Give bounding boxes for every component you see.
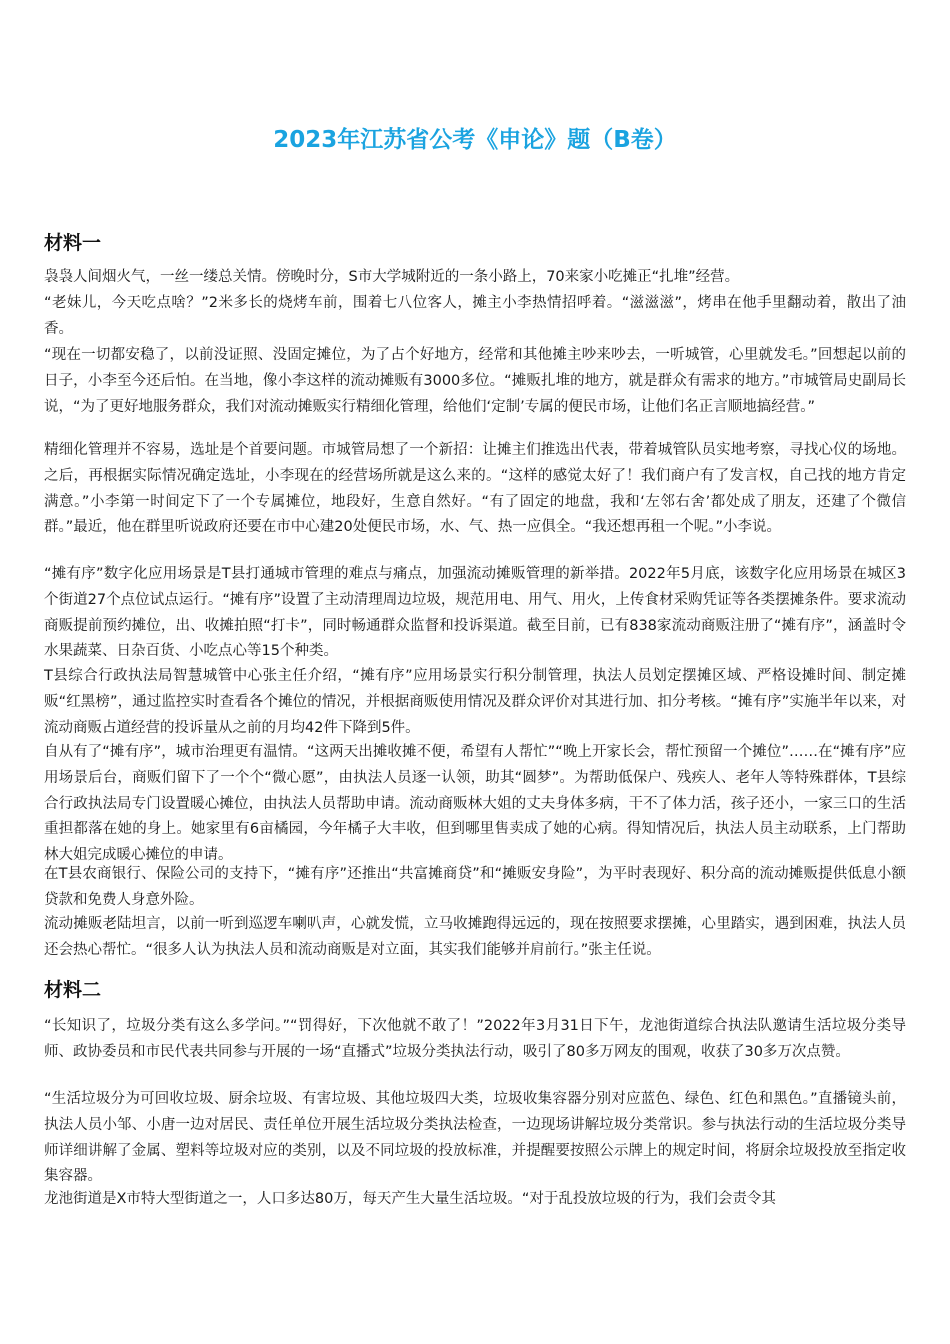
paragraph: 在T县农商银行、保险公司的支持下，“摊有序”还推出“共富摊商贷”和“摊贩安身险”，为平时表现好、积分高的流动摊贩提供低息小额贷款和免费人身意外险。 xyxy=(44,866,906,908)
paragraph: “老妹儿，今天吃点啥？”2米多长的烧烤车前，围着七八位客人，摊主小李热情招呼着。“滋滋滋”，烤串在他手里翻动着，散出了油香。 xyxy=(44,295,906,337)
paragraph: “摊有序”数字化应用场景是T县打通城市管理的难点与痛点，加强流动摊贩管理的新举措。2022年5月底，该数字化应用场景在城区3个街道27个点位试点运行。“摊有序”设置了主动清理周边垃圾，规范用电、用气、用火，上传食材采购凭证等各类摆摊条件。要求流动商贩提前预约摊位，出、收摊拍照“打卡”，同时畅通群众监督和投诉渠道。截至目前，已有838家流动商贩注册了“摊有序”，涵盖时令水果蔬菜、日杂百货、小吃点心等15个种类。 xyxy=(44,566,906,660)
document-title: 2023年江苏省公考《申论》题（B卷） xyxy=(273,127,677,153)
paragraph: T县综合行政执法局智慧城管中心张主任介绍，“摊有序”应用场景实行积分制管理，执法人员划定摆摊区域、严格设摊时间、制定摊贩“红黑榜”，通过监控实时查看各个摊位的情况，并根据商贩使用情况及群众评价对其进行加、扣分考核。“摊有序”实施半年以来，对流动商贩占道经营的投诉量从之前的月均42件下降到5件。 xyxy=(44,668,906,736)
paragraph: “生活垃圾分为可回收垃圾、厨余垃圾、有害垃圾、其他垃圾四大类，垃圾收集容器分别对应蓝色、绿色、红色和黑色。”直播镜头前，执法人员小邹、小唐一边对居民、责任单位开展生活垃圾分类执法检查，一边现场讲解垃圾分类常识。参与执法行动的生活垃圾分类导师详细讲解了金属、塑料等垃圾对应的类别，以及不同垃圾的投放标准，并提醒要按照公示牌上的规定时间，将厨余垃圾投放至指定收集容器。 xyxy=(44,1091,906,1185)
paragraph: 龙池街道是X市特大型街道之一，人口多达80万，每天产生大量生活垃圾。“对于乱投放垃圾的行为，我们会责令其 xyxy=(44,1191,776,1207)
paragraph: 流动摊贩老陆坦言，以前一听到巡逻车喇叭声，心就发慌，立马收摊跑得远远的，现在按照要求摆摊，心里踏实，遇到困难，执法人员还会热心帮忙。“很多人认为执法人员和流动商贩是对立面，其实我们能够并肩前行。”张主任说。 xyxy=(44,916,906,958)
paragraph: 自从有了“摊有序”，城市治理更有温情。“这两天出摊收摊不便，希望有人帮忙”“晚上开家长会，帮忙预留一个摊位”……在“摊有序”应用场景后台，商贩们留下了一个个“微心愿”，由执法人员逐一认领，助其“圆梦”。为帮助低保户、残疾人、老年人等特殊群体，T县综合行政执法局专门设置暖心摊位，由执法人员帮助申请。流动商贩林大姐的丈夫身体多病，干不了体力活，孩子还小，一家三口的生活重担都落在她的身上。她家里有6亩橘园，今年橘子大丰收，但到哪里售卖成了她的心病。得知情况后，执法人员主动联系，上门帮助林大姐完成暖心摊位的申请。 xyxy=(44,744,906,864)
paragraph: “现在一切都安稳了，以前没证照、没固定摊位，为了占个好地方，经常和其他摊主吵来吵去，一听城管，心里就发毛。”回想起以前的日子，小李至今还后怕。在当地，像小李这样的流动摊贩有3000多位。“摊贩扎堆的地方，就是群众有需求的地方。”市城管局史副局长说，“为了更好地服务群众，我们对流动摊贩实行精细化管理，给他们‘定制’专属的便民市场，让他们名正言顺地搞经营。” xyxy=(44,347,906,415)
section-heading-material-2: 材料二 xyxy=(44,979,102,1001)
paragraph: 精细化管理并不容易，选址是个首要问题。市城管局想了一个新招：让摊主们推选出代表，带着城管队员实地考察，寻找心仪的场地。之后，再根据实际情况确定选址，小李现在的经营场所就是这么来的。“这样的感觉太好了！我们商户有了发言权，自己找的地方肯定满意。”小李第一时间定下了一个专属摊位，地段好，生意自然好。“有了固定的地盘，我和‘左邻右舍’都处成了朋友，还建了个微信群。”最近，他在群里听说政府还要在市中心建20处便民市场，水、气、热一应俱全。“我还想再租一个呢。”小李说。 xyxy=(44,442,906,536)
section-heading-material-1: 材料一 xyxy=(44,232,102,254)
paragraph: 袅袅人间烟火气，一丝一缕总关情。傍晚时分，S市大学城附近的一条小路上，70来家小吃摊正“扎堆”经营。 xyxy=(44,269,740,285)
paragraph: “长知识了，垃圾分类有这么多学问。”“罚得好，下次他就不敢了！”2022年3月31日下午，龙池街道综合执法队邀请生活垃圾分类导师、政协委员和市民代表共同参与开展的一场“直播式”垃圾分类执法行动，吸引了80多万网友的围观，收获了30多万次点赞。 xyxy=(44,1018,906,1060)
